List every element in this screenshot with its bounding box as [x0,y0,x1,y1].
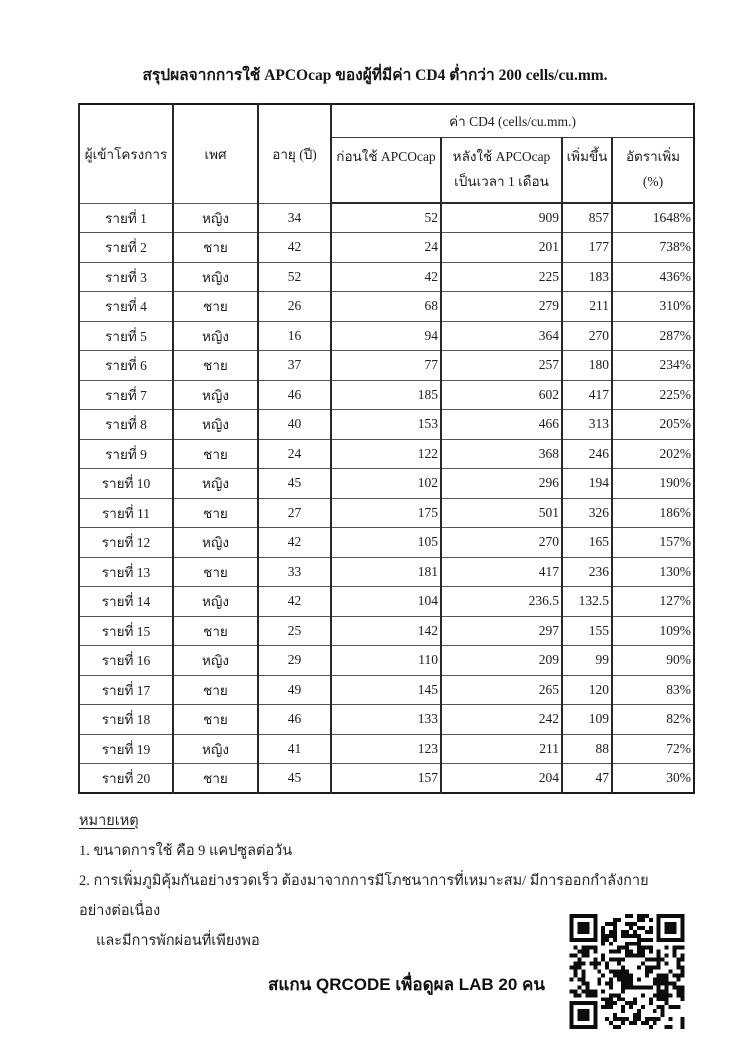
cell-sex: ชาย [173,557,258,587]
header-cd4-group: ค่า CD4 (cells/cu.mm.) [331,104,694,138]
table-row [79,675,694,705]
table-row [79,439,694,469]
cell-after: 270 [441,528,562,558]
cell-sex: หญิง [173,734,258,764]
cell-age: 42 [258,528,331,558]
table-row [79,764,694,794]
cell-age: 27 [258,498,331,528]
cell-increase: 99 [562,646,612,676]
header-sex: เพศ [173,104,258,203]
cell-participant: รายที่ 6 [79,351,173,381]
table-row [79,705,694,735]
cell-age: 42 [258,587,331,617]
cell-increase: 326 [562,498,612,528]
cell-participant: รายที่ 8 [79,410,173,440]
cell-after: 296 [441,469,562,499]
table-row [79,410,694,440]
cell-before: 102 [331,469,441,499]
cell-rate: 190% [612,469,694,499]
cell-increase: 194 [562,469,612,499]
cell-age: 41 [258,734,331,764]
header-after [441,138,562,204]
cell-increase: 177 [562,233,612,263]
cell-age: 26 [258,292,331,322]
header-participant: ผู้เข้าโครงการ [79,104,173,203]
cell-after: 364 [441,321,562,351]
cell-after: 265 [441,675,562,705]
cell-sex: หญิง [173,587,258,617]
cell-sex: หญิง [173,646,258,676]
cell-rate: 1648% [612,203,694,233]
cell-before: 122 [331,439,441,469]
table-body [79,203,694,793]
cell-after: 602 [441,380,562,410]
cell-sex: หญิง [173,321,258,351]
cell-increase: 270 [562,321,612,351]
cell-sex: หญิง [173,469,258,499]
cell-age: 25 [258,616,331,646]
cell-sex: ชาย [173,351,258,381]
cell-age: 16 [258,321,331,351]
cell-before: 24 [331,233,441,263]
cell-age: 29 [258,646,331,676]
cell-sex: ชาย [173,498,258,528]
cell-before: 68 [331,292,441,322]
cell-age: 24 [258,439,331,469]
table-row [79,233,694,263]
table-row [79,262,694,292]
cell-participant: รายที่ 11 [79,498,173,528]
cell-age: 52 [258,262,331,292]
cell-after: 204 [441,764,562,794]
cell-increase: 180 [562,351,612,381]
cell-rate: 738% [612,233,694,263]
cell-increase: 313 [562,410,612,440]
cell-increase: 857 [562,203,612,233]
cell-sex: ชาย [173,705,258,735]
cell-participant: รายที่ 2 [79,233,173,263]
cell-after: 201 [441,233,562,263]
cell-participant: รายที่ 7 [79,380,173,410]
cell-increase: 183 [562,262,612,292]
header-before: ก่อนใช้ APCOcap [331,138,441,204]
cell-before: 52 [331,203,441,233]
table-header [79,104,694,203]
page-title: สรุปผลจากการใช้ APCOcap ของผู้ที่มีค่า CD4 ต่ำกว่า 200 cells/cu.mm. [142,67,608,84]
cell-sex: ชาย [173,439,258,469]
cell-participant: รายที่ 15 [79,616,173,646]
cell-before: 133 [331,705,441,735]
cd4-results-table [78,103,695,794]
cell-sex: ชาย [173,764,258,794]
cell-age: 34 [258,203,331,233]
cell-before: 157 [331,764,441,794]
table-row [79,616,694,646]
note-item-2-continuation: และมีการพักผ่อนที่เพียงพอ [96,933,260,949]
cell-rate: 225% [612,380,694,410]
header-rate [612,138,694,204]
header-rate-line2: (%) [642,174,664,189]
cell-increase: 132.5 [562,587,612,617]
cell-participant: รายที่ 17 [79,675,173,705]
cell-after: 242 [441,705,562,735]
cell-sex: ชาย [173,233,258,263]
cell-increase: 211 [562,292,612,322]
cell-sex: หญิง [173,203,258,233]
cell-sex: หญิง [173,410,258,440]
cell-increase: 417 [562,380,612,410]
header-after-line2: เป็นเวลา 1 เดือน [454,174,549,189]
table-row [79,646,694,676]
cell-age: 42 [258,233,331,263]
cell-before: 181 [331,557,441,587]
cell-increase: 120 [562,675,612,705]
table-row [79,321,694,351]
cell-before: 153 [331,410,441,440]
cell-rate: 30% [612,764,694,794]
cell-increase: 47 [562,764,612,794]
cell-participant: รายที่ 14 [79,587,173,617]
cell-after: 501 [441,498,562,528]
cell-before: 142 [331,616,441,646]
cell-after: 368 [441,439,562,469]
cell-increase: 246 [562,439,612,469]
cell-before: 145 [331,675,441,705]
cell-rate: 83% [612,675,694,705]
header-rate-line1: อัตราเพิ่ม [625,149,681,164]
cell-before: 110 [331,646,441,676]
cell-age: 45 [258,469,331,499]
cell-rate: 157% [612,528,694,558]
cell-sex: หญิง [173,528,258,558]
table-row [79,734,694,764]
cell-rate: 205% [612,410,694,440]
cell-participant: รายที่ 3 [79,262,173,292]
cell-age: 37 [258,351,331,381]
cell-before: 175 [331,498,441,528]
cell-rate: 186% [612,498,694,528]
table-row [79,498,694,528]
table-row [79,380,694,410]
cell-sex: ชาย [173,292,258,322]
header-increase: เพิ่มขึ้น [562,138,612,204]
cell-age: 45 [258,764,331,794]
cell-age: 33 [258,557,331,587]
cell-after: 236.5 [441,587,562,617]
cell-before: 123 [331,734,441,764]
table-row [79,587,694,617]
cell-increase: 165 [562,528,612,558]
cell-age: 46 [258,380,331,410]
cell-sex: ชาย [173,675,258,705]
table-row [79,469,694,499]
cell-after: 417 [441,557,562,587]
cell-rate: 90% [612,646,694,676]
cell-before: 94 [331,321,441,351]
note-item-1: 1. ขนาดการใช้ คือ 9 แคปซูลต่อวัน [79,843,293,859]
cell-after: 225 [441,262,562,292]
cell-rate: 72% [612,734,694,764]
cell-participant: รายที่ 13 [79,557,173,587]
cell-increase: 88 [562,734,612,764]
cell-after: 209 [441,646,562,676]
cell-participant: รายที่ 18 [79,705,173,735]
cell-increase: 236 [562,557,612,587]
table-row [79,557,694,587]
cell-after: 466 [441,410,562,440]
table-row [79,351,694,381]
cell-after: 211 [441,734,562,764]
cell-sex: ชาย [173,616,258,646]
cell-participant: รายที่ 16 [79,646,173,676]
cell-participant: รายที่ 19 [79,734,173,764]
cell-participant: รายที่ 12 [79,528,173,558]
cell-rate: 234% [612,351,694,381]
cell-rate: 287% [612,321,694,351]
cell-rate: 82% [612,705,694,735]
cell-age: 46 [258,705,331,735]
cell-participant: รายที่ 20 [79,764,173,794]
cell-participant: รายที่ 4 [79,292,173,322]
cell-after: 279 [441,292,562,322]
cell-before: 185 [331,380,441,410]
table-row [79,528,694,558]
cell-before: 104 [331,587,441,617]
cell-rate: 202% [612,439,694,469]
cell-before: 77 [331,351,441,381]
header-age: อายุ (ปี) [258,104,331,203]
cell-participant: รายที่ 9 [79,439,173,469]
cell-sex: หญิง [173,262,258,292]
note-item-2: 2. การเพิ่มภูมิคุ้มกันอย่างรวดเร็ว ต้องมาจากการมีโภชนาการที่เหมาะสม/ มีการออกกำลังกายอย่างต่อเนื่อง [79,873,649,919]
cell-increase: 109 [562,705,612,735]
cell-rate: 436% [612,262,694,292]
cell-increase: 155 [562,616,612,646]
cell-rate: 310% [612,292,694,322]
cell-age: 49 [258,675,331,705]
cell-participant: รายที่ 5 [79,321,173,351]
cell-before: 105 [331,528,441,558]
cell-age: 40 [258,410,331,440]
cell-rate: 130% [612,557,694,587]
cell-participant: รายที่ 10 [79,469,173,499]
cell-before: 42 [331,262,441,292]
qr-caption: สแกน QRCODE เพื่อดูผล LAB 20 คน [268,975,545,994]
cell-rate: 109% [612,616,694,646]
table-row [79,292,694,322]
cell-rate: 127% [612,587,694,617]
cell-after: 909 [441,203,562,233]
qr-code-icon [566,914,688,1029]
notes-heading: หมายเหตุ [79,813,139,829]
cell-after: 257 [441,351,562,381]
table-row [79,203,694,233]
cell-after: 297 [441,616,562,646]
cell-participant: รายที่ 1 [79,203,173,233]
cell-sex: หญิง [173,380,258,410]
header-after-line1: หลังใช้ APCOcap [452,149,551,164]
